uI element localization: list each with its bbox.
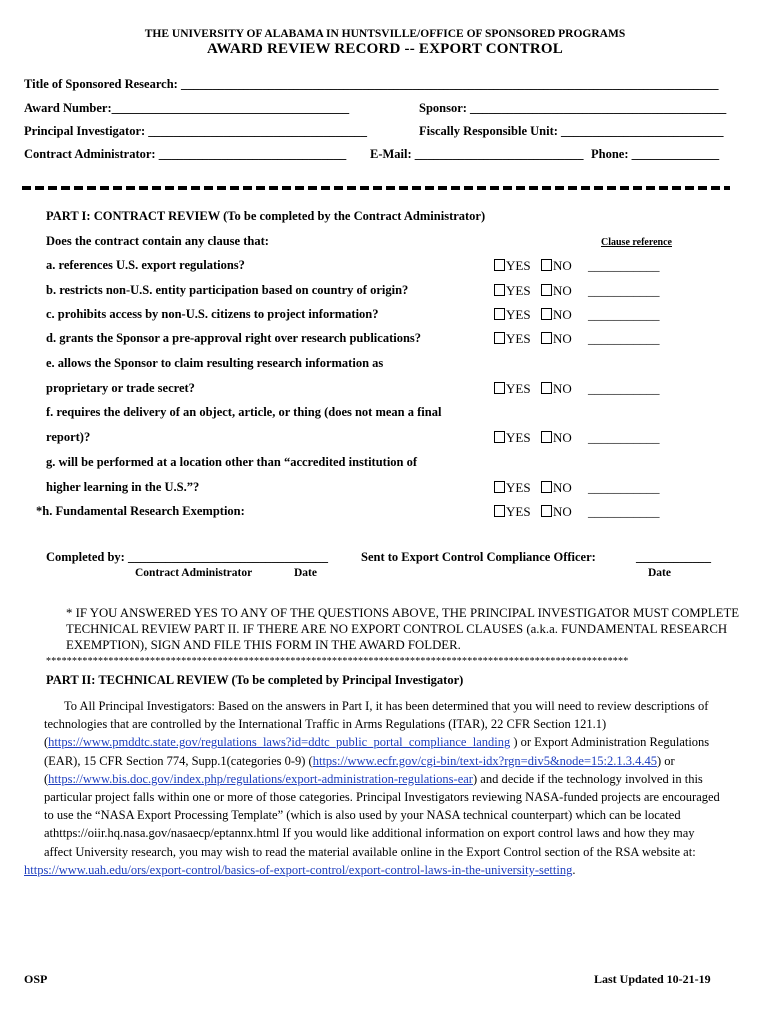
yes-label: YES	[506, 381, 531, 396]
email-field[interactable]: E-Mail: ___________________________	[370, 147, 584, 161]
form-title: AWARD REVIEW RECORD -- EXPORT CONTROL	[207, 41, 563, 57]
no-label: NO	[553, 381, 572, 396]
checkbox-icon[interactable]	[541, 382, 552, 394]
clause-reference-field[interactable]: ___________	[588, 307, 660, 322]
checkbox-icon[interactable]	[541, 259, 552, 271]
part1-heading: PART I: CONTRACT REVIEW (To be completed by the Contract Administrator)	[46, 209, 486, 223]
itar-link[interactable]: https://www.pmddtc.state.gov/regulations_laws?id=ddtc_public_portal_compliance_landing	[48, 735, 511, 750]
part2-text: ) or Export Administration Regulations (EAR), 15 CFR Section 774, Supp.1(categories 0-9) (	[44, 735, 710, 768]
yes-checkbox[interactable]	[494, 283, 531, 299]
question-text: f. requires the delivery of an object, article, or thing (does not mean a final	[46, 405, 442, 419]
no-label: NO	[553, 307, 572, 322]
question-text: a. references U.S. export regulations?	[46, 258, 245, 272]
checkbox-icon[interactable]	[494, 382, 505, 394]
yes-checkbox[interactable]	[494, 307, 531, 323]
sent-date-field[interactable]: ____________	[636, 550, 711, 564]
checkbox-icon[interactable]	[494, 284, 505, 296]
question-text: report)?	[46, 430, 91, 444]
title-field[interactable]: Title of Sponsored Research: ______________________________________________________________________________________	[24, 77, 719, 91]
clause-reference-header: Clause reference	[601, 237, 672, 248]
date-sublabel: Date	[648, 567, 671, 579]
part2-text: To All Principal Investigators: Based on the answers in Part I, it has been determined that you will need to review descriptions of technologies that are controlled by the International Traffic in Arms Regulations (ITAR), 22 CFR Section 121.1) (	[44, 699, 709, 750]
no-label: NO	[553, 331, 572, 346]
part2-heading: PART II: TECHNICAL REVIEW (To be completed by Principal Investigator)	[46, 673, 464, 687]
checkbox-icon[interactable]	[541, 332, 552, 344]
checkbox-icon[interactable]	[541, 431, 552, 443]
no-checkbox[interactable]	[541, 381, 572, 397]
yes-checkbox[interactable]	[494, 381, 531, 397]
contract-admin-field[interactable]: Contract Administrator: ______________________________	[24, 147, 347, 161]
checkbox-icon[interactable]	[541, 481, 552, 493]
yes-checkbox[interactable]	[494, 331, 531, 347]
fiscal-unit-field[interactable]: Fiscally Responsible Unit: __________________________	[419, 124, 724, 138]
no-checkbox[interactable]	[541, 258, 572, 274]
sponsor-field[interactable]: Sponsor: _________________________________________	[419, 101, 727, 115]
checkbox-icon[interactable]	[541, 505, 552, 517]
sent-to-label: Sent to Export Control Compliance Officer:	[361, 550, 596, 564]
clause-reference-field[interactable]: ___________	[588, 258, 660, 273]
question-text: c. prohibits access by non-U.S. citizens to project information?	[46, 307, 379, 321]
part2-text: .	[572, 862, 576, 877]
no-label: NO	[553, 430, 572, 445]
checkbox-icon[interactable]	[494, 505, 505, 517]
footer-updated: Last Updated 10-21-19	[594, 972, 711, 986]
part2-text: ) and decide if the technology involved in this particular project falls within one or more of those categories. Principal Investigators reviewing NASA-funded projects are encouraged to use the “NASA Export Processing Template” (which is also used by your NASA technical counterpart) which can be located athttps://oiir.hq.nasa.gov/nasaecp/eptannx.html If you would like additional information on export control laws and how they may affect University research, you may wish to read the material available online in the Export Control section of the RSA website at:	[44, 771, 720, 859]
bis-link[interactable]: https://www.bis.doc.gov/index.php/regulations/export-administration-regulations-ear	[48, 771, 473, 786]
no-checkbox[interactable]	[541, 307, 572, 323]
checkbox-icon[interactable]	[541, 308, 552, 320]
checkbox-icon[interactable]	[494, 332, 505, 344]
award-number-field[interactable]: Award Number:______________________________________	[24, 101, 350, 115]
yes-checkbox[interactable]	[494, 480, 531, 496]
clause-reference-field[interactable]: ___________	[588, 381, 660, 396]
part2-body	[24, 697, 724, 879]
yes-label: YES	[506, 258, 531, 273]
footer-left: OSP	[24, 972, 48, 986]
no-checkbox[interactable]	[541, 331, 572, 347]
checkbox-icon[interactable]	[494, 481, 505, 493]
question-text: proprietary or trade secret?	[46, 381, 195, 395]
question-text: *h. Fundamental Research Exemption:	[36, 504, 245, 518]
yes-checkbox[interactable]	[494, 258, 531, 274]
yes-label: YES	[506, 307, 531, 322]
question-text: e. allows the Sponsor to claim resulting research information as	[46, 356, 384, 370]
phone-field[interactable]: Phone: ______________	[591, 147, 720, 161]
no-checkbox[interactable]	[541, 430, 572, 446]
checkbox-icon[interactable]	[494, 308, 505, 320]
part2-text: ) or (	[44, 753, 675, 786]
yes-label: YES	[506, 283, 531, 298]
yes-label: YES	[506, 504, 531, 519]
no-label: NO	[553, 283, 572, 298]
question-text: d. grants the Sponsor a pre-approval right over research publications?	[46, 331, 422, 345]
clause-reference-field[interactable]: ___________	[588, 331, 660, 346]
contract-admin-sublabel: Contract Administrator	[135, 567, 253, 579]
question-text: g. will be performed at a location other than “accredited institution of	[46, 455, 418, 469]
instruction-note: * IF YOU ANSWERED YES TO ANY OF THE QUESTIONS ABOVE, THE PRINCIPAL INVESTIGATOR MUST COMPLETE TECHNICAL REVIEW PART II. IF THERE ARE NO EXPORT CONTROL CLAUSES (a.k.a. FUNDAMENTAL RESEARCH EXEMPTION), SIGN AND FILE THIS FORM IN THE AWARD FOLDER.	[66, 606, 740, 652]
date-sublabel: Date	[294, 567, 317, 579]
uah-export-control-link[interactable]: https://www.uah.edu/ors/export-control/basics-of-export-control/export-control-laws-in-the-university-setting	[24, 862, 573, 877]
clause-reference-field[interactable]: ___________	[588, 480, 660, 495]
question-text: b. restricts non-U.S. entity participation based on country of origin?	[46, 283, 409, 297]
no-label: NO	[553, 504, 572, 519]
no-label: NO	[553, 258, 572, 273]
ecfr-link[interactable]: https://www.ecfr.gov/cgi-bin/text-idx?rgn=div5&node=15:2.1.3.4.45	[312, 753, 657, 768]
clause-reference-field[interactable]: ___________	[588, 430, 660, 445]
principal-investigator-field[interactable]: Principal Investigator: ___________________________________	[24, 124, 368, 138]
clause-reference-field[interactable]: ___________	[588, 283, 660, 298]
clause-reference-field[interactable]: ___________	[588, 504, 660, 519]
yes-label: YES	[506, 331, 531, 346]
completed-by-field[interactable]: Completed by: ________________________________	[46, 550, 328, 564]
part1-intro: Does the contract contain any clause that:	[46, 234, 269, 248]
checkbox-icon[interactable]	[494, 431, 505, 443]
checkbox-icon[interactable]	[494, 259, 505, 271]
yes-checkbox[interactable]	[494, 430, 531, 446]
no-label: NO	[553, 480, 572, 495]
checkbox-icon[interactable]	[541, 284, 552, 296]
university-header: THE UNIVERSITY OF ALABAMA IN HUNTSVILLE/OFFICE OF SPONSORED PROGRAMS	[144, 28, 626, 40]
no-checkbox[interactable]	[541, 504, 572, 520]
yes-checkbox[interactable]	[494, 504, 531, 520]
question-text: higher learning in the U.S.”?	[46, 480, 200, 494]
yes-label: YES	[506, 430, 531, 445]
yes-label: YES	[506, 480, 531, 495]
no-checkbox[interactable]	[541, 480, 572, 496]
section-divider	[22, 186, 730, 190]
no-checkbox[interactable]	[541, 283, 572, 299]
star-divider: ****************************************************************************************************************	[46, 656, 629, 667]
